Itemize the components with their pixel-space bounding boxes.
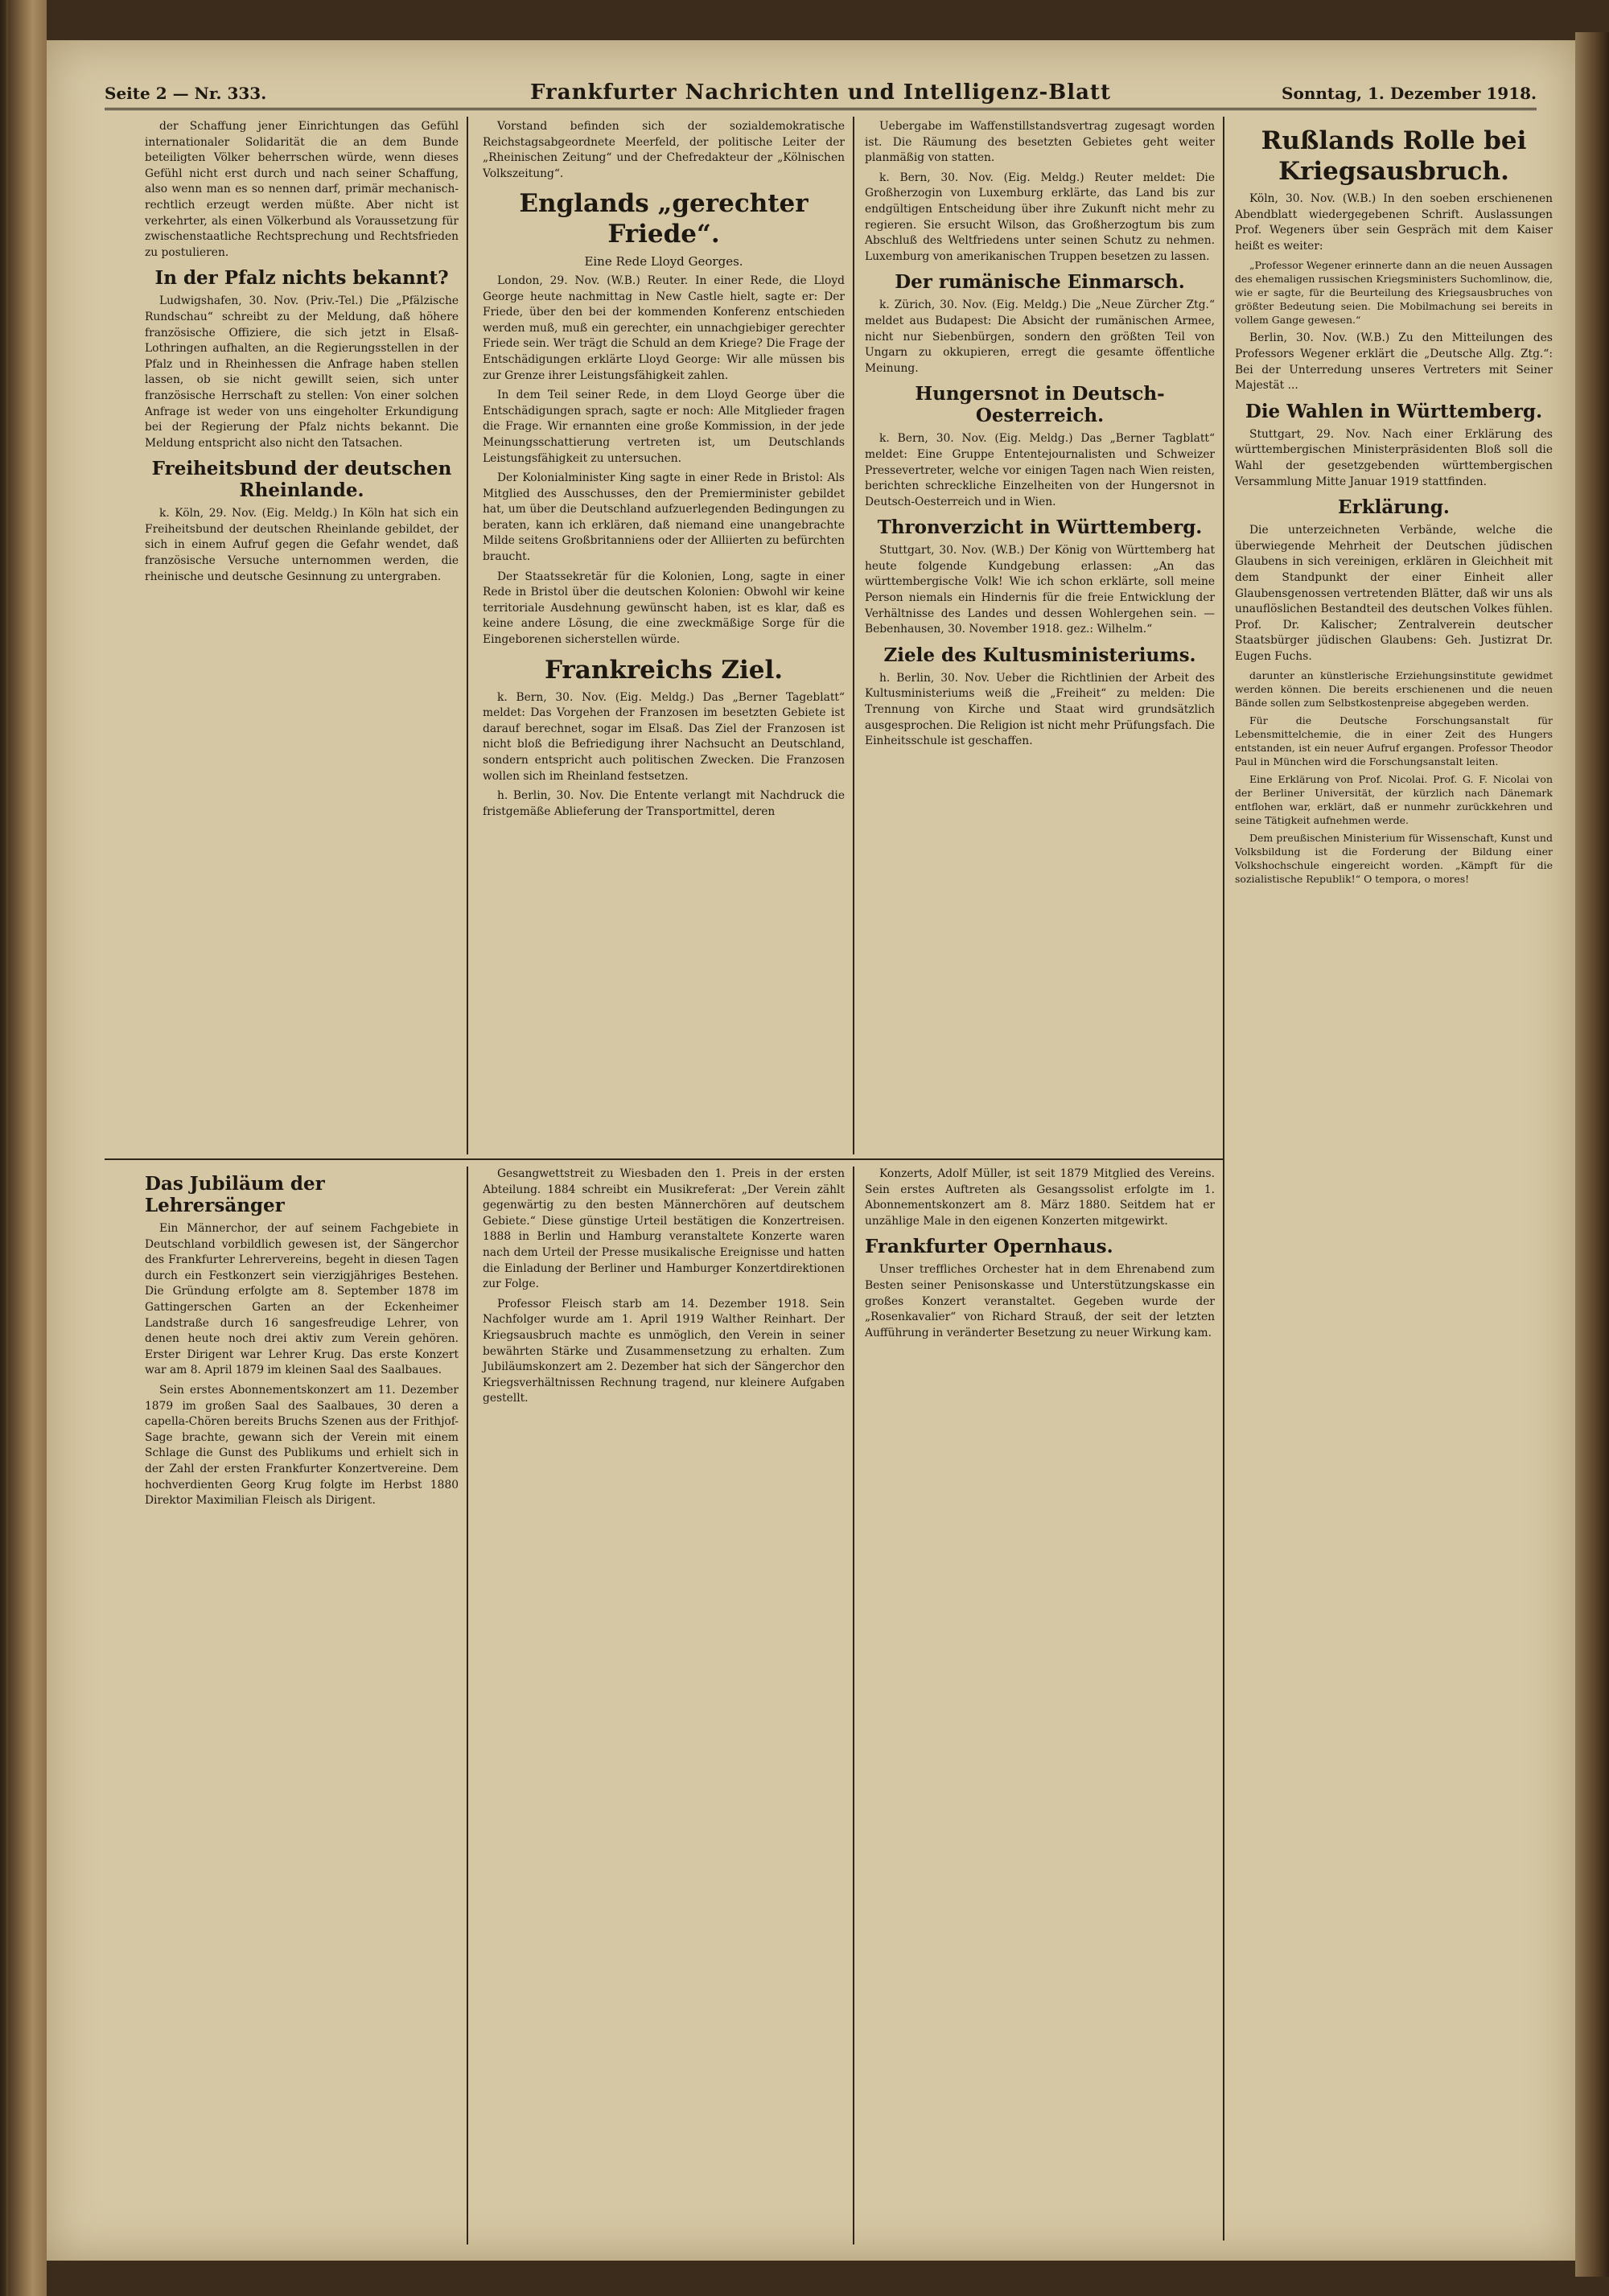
book-spine [0,0,47,2296]
article-text: k. Bern, 30. Nov. (Eig. Meldg.) Das „Berner Tageblatt“ meldet: Das Vorgehen der Franzosen im besetzten Gebiete ist darauf berechnet, sogar im Elsaß. Das Ziel der Franzosen ist nicht bloß die Befriedigung ihrer Nachsucht an Deutschland, sondern entspricht auch politischen Zwecken. Die Franzosen wollen sich im Rheinland festsetzen. [483,690,845,783]
article-text: Dem preußischen Ministerium für Wissenschaft, Kunst und Volksbildung ist die Forderung der Bildung einer Volkshochschule eingereicht worden. „Kämpft für die sozialistische Republik!“ O tempora, o mores! [1235,832,1553,886]
article-text: Vorstand befinden sich der sozialdemokratische Reichstagsabgeordnete Meerfeld, der politische Leiter der „Rheinischen Zeitung“ und der Chefredakteur der „Kölnischen Volkszeitung“. [483,120,845,180]
article-text: Der Kolonialminister King sagte in einer Rede in Bristol: Als Mitglied des Ausschusses, den der Premierminister gebildet hat, um über die Deutschland aufzuerlegenden Bedingungen zu beraten, kann ich erklären, daß niemand eine unangebrachte Milde seitens Großbritanniens oder der Alliierten zu befürchten braucht. [483,471,845,564]
headline-wahlen: Die Wahlen in Württemberg. [1245,400,1543,422]
article-text: London, 29. Nov. (W.B.) Reuter. In einer Rede, die Lloyd George heute nachmittag in New Castle hielt, sagte er: Der Friede, über den bei der kommenden Konferenz entschieden werden muß, muß ein gerechter, ein unnachgiebiger gerechter Friede sein. Wer trägt die Schuld an dem Kriege? Die Frage der Entschädigungen erklärte Lloyd George: Wir alle müssen bis zur Grenze ihrer Leistungsfähigkeit zahlen. [483,274,845,382]
column-rule [853,117,854,1154]
headline-rumaenischer-einmarsch: Der rumänische Einmarsch. [895,271,1185,294]
article-text: Berlin, 30. Nov. (W.B.) Zu den Mitteilungen des Professors Wegener erklärt die „Deutsche Allg. Ztg.“: Bei der Unterredung unseres Vertreters mit Seiner Majestät ... [1235,331,1553,393]
article-text: k. Bern, 30. Nov. (Eig. Meldg.) Das „Berner Tagblatt“ meldet: Eine Gruppe Ententejournalisten und Schweizer Pressevertreter, welche vor einigen Tagen nach Wien reisten, berichten schreckliche Einzelheiten von der Hungersnot in Deutsch-Oesterreich und in Wien. [865,432,1215,508]
article-text: h. Berlin, 30. Nov. Die Entente verlangt mit Nachdruck die fristgemäße Ablieferung der Transportmittel, deren [483,789,845,818]
column-2 [483,119,845,824]
article-text: k. Zürich, 30. Nov. (Eig. Meldg.) Die „Neue Zürcher Ztg.“ meldet aus Budapest: Die Absicht der rumänischen Armee, nicht nur Siebenbürgen, sondern den größten Teil von Ungarn zu okkupieren, erregt die gesamte öffentliche Meinung. [865,298,1215,375]
article-text: „Professor Wegener erinnerte dann an die neuen Aussagen des ehemaligen russischen Kriegsministers Suchomlinow, die, wie er sagte, für die Beurteilung des Kriegsausbruches von größter Bedeutung seien. Die Mobilmachung sei bereits in vollem Gange gewesen.“ [1235,259,1553,327]
article-text: Sein erstes Abonnementskonzert am 11. Dezember 1879 im großen Saal des Saalbaues, 30 deren a capella-Chören bereits Bruchs Szenen aus der Frithjof-Sage brachte, gewann sich der Verein mit einem Schlage die Gunst des Publikums und erhielt sich in der Zahl der ersten Frankfurter Konzertvereine. Dem hochverdienten Georg Krug folgte im Herbst 1880 Direktor Maximilian Fleisch als Dirigent. [145,1383,459,1508]
feuilleton-column-2 [483,1167,845,1411]
headline-hungersnot: Hungersnot in Deutsch-Oesterreich. [915,383,1165,427]
article-text: Für die Deutsche Forschungsanstalt für Lebensmittelchemie, die in einer Zeit des Hungers entstanden, ist ein neuer Aufruf ergangen. Professor Theodor Paul in München wird die Forschungsanstalt leiten. [1235,714,1553,768]
column-1 [145,119,459,589]
article-text: der Schaffung jener Einrichtungen das Gefühl internationaler Solidarität die an dem Bunde beteiligten Völker beherrschen würde, wenn dieses Gefühl nicht erst durch und nach seiner Schaffung, also wenn man es so nennen darf, primär mechanisch-rechtlich erzeugt werden müßte. Aber nicht ist verkehrter, als einen Völkerbund als Voraussetzung für zwischenstaatliche Rechtsprechung und Rechtsfrieden zu postulieren. [145,120,459,259]
subheadline: Eine Rede Lloyd Georges. [584,254,743,270]
article-text: Stuttgart, 29. Nov. Nach einer Erklärung des württembergischen Ministerpräsidenten Bloß soll die Wahl der gesetzgebenden württembergischen Versammlung Mitte Januar 1919 stattfinden. [1235,427,1553,488]
article-text: Köln, 30. Nov. (W.B.) In den soeben erschienenen Abendblatt wiedergegebenen Schrift. Auslassungen Prof. Wegeners über sein Gespräch mit dem Kaiser heißt es weiter: [1235,192,1553,253]
column-3 [865,119,1215,754]
column-rule [853,1167,854,2245]
article-text: k. Köln, 29. Nov. (Eig. Meldg.) In Köln hat sich ein Freiheitsbund der deutschen Rheinlande gebildet, der sich in einem Aufruf gegen die Gefahr wendet, daß französische Versuche unternommen werden, die rheinische und deutsche Gesinnung zu untergraben. [145,507,459,583]
article-text: Professor Fleisch starb am 14. Dezember 1918. Sein Nachfolger wurde am 1. April 1919 Walther Reinhart. Der Kriegsausbruch machte es unmöglich, den Verein in seiner bewährten Stärke und Zusammensetzung zu erhalten. Zum Jubiläumskonzert am 2. Dezember hat sich der Sängerchor den Kriegsverhältnissen Rechnung tragend, nur kleinere Aufgaben gestellt. [483,1297,845,1405]
masthead [105,80,1537,110]
newspaper-title: Frankfurter Nachrichten und Intelligenz-Blatt [530,80,1111,105]
feuilleton-column-1 [145,1167,459,1513]
spine-edge [6,0,8,2296]
article-text: Stuttgart, 30. Nov. (W.B.) Der König von Württemberg hat heute folgende Kundgebung erlassen: „An das württembergische Volk! Wie ich schon erklärte, soll meine Person niemals ein Hindernis für die freie Entwicklung der Verhältnisse des Landes und dessen Wohlergehen sein. — Bebenhausen, 30. November 1918. gez.: Wilhelm.“ [865,544,1215,636]
article-text: Konzerts, Adolf Müller, ist seit 1879 Mitglied des Vereins. Sein erstes Auftreten als Gesangssolist erfolgte im 1. Abonnementskonzert am 8. März 1880. Seitdem hat er unzählige Male in den eigenen Konzerten mitgewirkt. [865,1167,1215,1228]
column-rule [1223,117,1224,2240]
issue-date: Sonntag, 1. Dezember 1918. [1282,84,1537,103]
headline-jubilaeum: Das Jubiläum der Lehrersänger [145,1173,325,1216]
feuilleton-column-3 [865,1167,1215,1345]
column-rule [467,117,468,1154]
headline-freiheitsbund: Freiheitsbund der deutschen Rheinlande. [151,458,452,502]
headline-erklaerung: Erklärung. [1338,496,1450,519]
article-text: k. Bern, 30. Nov. (Eig. Meldg.) Reuter meldet: Die Großherzogin von Luxemburg erklärte, das Land bis zur endgültigen Entscheidung über ihre Zukunft nicht mehr zu regieren. Sie ersucht Wilson, das Großherzogtum bis zum Abschluß des Weltfriedens unter seinen Schutz zu nehmen. Luxemburg von amerikanischen Truppen besetzen zu lassen. [865,171,1215,263]
headline-opernhaus: Frankfurter Opernhaus. [865,1236,1113,1258]
article-text: Gesangwettstreit zu Wiesbaden den 1. Preis in der ersten Abteilung. 1884 schreibt ein Musikreferat: „Der Verein zählt gegenwärtig zu den besten Männerchören auf deutschem Gebiete.“ Diese günstige Urteil bestätigen die Konzertreisen. 1888 in Berlin und Hamburg veranstaltete Konzerte waren nach dem Urteil der Presse musikalische Ereignisse und hatten die Einladung der Berliner und Hamburger Konzertdirektionen zur Folge. [483,1167,845,1291]
article-text: Ludwigshafen, 30. Nov. (Priv.-Tel.) Die „Pfälzische Rundschau“ schreibt zu der Meldung, daß höhere französische Offiziere, die sich jetzt in Elsaß-Lothringen aufhalten, an die Regierungsstellen in der Pfalz und in Rheinhessen die Anfrage haben stellen lassen, ob sie nicht gewillt seien, sich unter französische Herrschaft zu stellen: Von einer solchen Anfrage ist weder von uns eingeholter Erkundigung bei der Regierung der Pfalz nichts bekannt. Die Meldung entspricht also nicht den Tatsachen. [145,294,459,450]
section-rule [105,1158,1223,1160]
article-text: Die unterzeichneten Verbände, welche die überwiegende Mehrheit der Deutschen jüdischen Glaubens in sich vereinigen, erklären in Gleichheit mit dem Standpunkt der einer Einheit aller Glaubensgenossen vertretenden Blätter, daß wir uns als unauflöslichen Bestandteil des deutschen Volkes fühlen. Prof. Dr. Kalischer; Zentralverein deutscher Staatsbürger jüdischen Glaubens: Geh. Justizrat Dr. Eugen Fuchs. [1235,524,1553,663]
headline-frankreichs-ziel: Frankreichs Ziel. [544,655,784,685]
article-text: Uebergabe im Waffenstillstandsvertrag zugesagt worden ist. Die Räumung des besetzten Gebietes geht weiter planmäßig von statten. [865,120,1215,165]
article-text: Unser treffliches Orchester hat in dem Ehrenabend zum Besten seiner Penisonskasse und Unterstützungskasse ein großes Konzert veranstaltet. Gegeben wurde der „Rosenkavalier“ von Richard Strauß, der seit der letzten Aufführung in veränderter Besetzung zu neuer Wirkung kam. [865,1263,1215,1339]
headline-russlands-rolle: Rußlands Rolle bei Kriegsausbruch. [1261,126,1527,186]
article-text: Eine Erklärung von Prof. Nicolai. Prof. G. F. Nicolai von der Berliner Universität, der kürzlich nach Dänemark entflohen war, erklärt, daß er nunmehr zurückkehren und seine Tätigkeit aufnehmen werde. [1235,773,1553,827]
article-text: h. Berlin, 30. Nov. Ueber die Richtlinien der Arbeit des Kultusministeriums weiß die „Freiheit“ zu melden: Die Trennung von Kirche und Staat wird grundsätzlich ausgesprochen. Die Religion ist nicht mehr Prüfungsfach. Die Einheitsschule ist geschaffen. [865,671,1215,748]
article-text: In dem Teil seiner Rede, in dem Lloyd George über die Entschädigungen sprach, sagte er noch: Alle Mitglieder fragen die Frage. Wir ernannten eine große Kommission, in der jede Meinungsschattierung vertreten ist, um Deutschlands Leistungsfähigkeit zu untersuchen. [483,389,845,465]
article-text: Ein Männerchor, der auf seinem Fachgebiete in Deutschland vorbildlich gewesen ist, der Sängerchor des Frankfurter Lehrervereins, begeht in diesen Tagen durch ein Festkonzert sein vierzigjähriges Bestehen. Die Gründung erfolgte am 8. September 1878 im Gattingerschen Garten an der Eckenheimer Landstraße durch 16 sangesfreudige Lehrer, von denen heute noch drei aktiv zum Verein gehören. Erster Dirigent war Lehrer Krug. Das erste Konzert war am 8. April 1879 im kleinen Saal des Saalbaues. [145,1222,459,1377]
page-number: Seite 2 — Nr. 333. [105,84,267,103]
headline-pfalz: In der Pfalz nichts bekannt? [154,267,449,290]
headline-englands-friede: Englands „gerechter Friede“. [519,189,809,249]
facing-page-edge [1575,32,1609,2277]
article-text: darunter an künstlerische Erziehungsinstitute gewidmet werden können. Die bereits erschienenen und die neuen Bände sollen zum Selbstkostenpreise abgegeben werden. [1235,669,1553,710]
headline-thronverzicht: Thronverzicht in Württemberg. [877,516,1203,539]
column-4 [1235,119,1553,890]
headline-kultusministerium: Ziele des Kultusministeriums. [883,644,1196,666]
article-text: Der Staatssekretär für die Kolonien, Long, sagte in einer Rede in Bristol über die deutschen Kolonien: Obwohl wir keine territoriale Ausdehnung gewünscht haben, ist es klar, daß es keine andere Lösung, die eine zweckmäßige Sorge für die Eingeborenen sicherstellen würde. [483,570,845,647]
column-rule [467,1167,468,2245]
